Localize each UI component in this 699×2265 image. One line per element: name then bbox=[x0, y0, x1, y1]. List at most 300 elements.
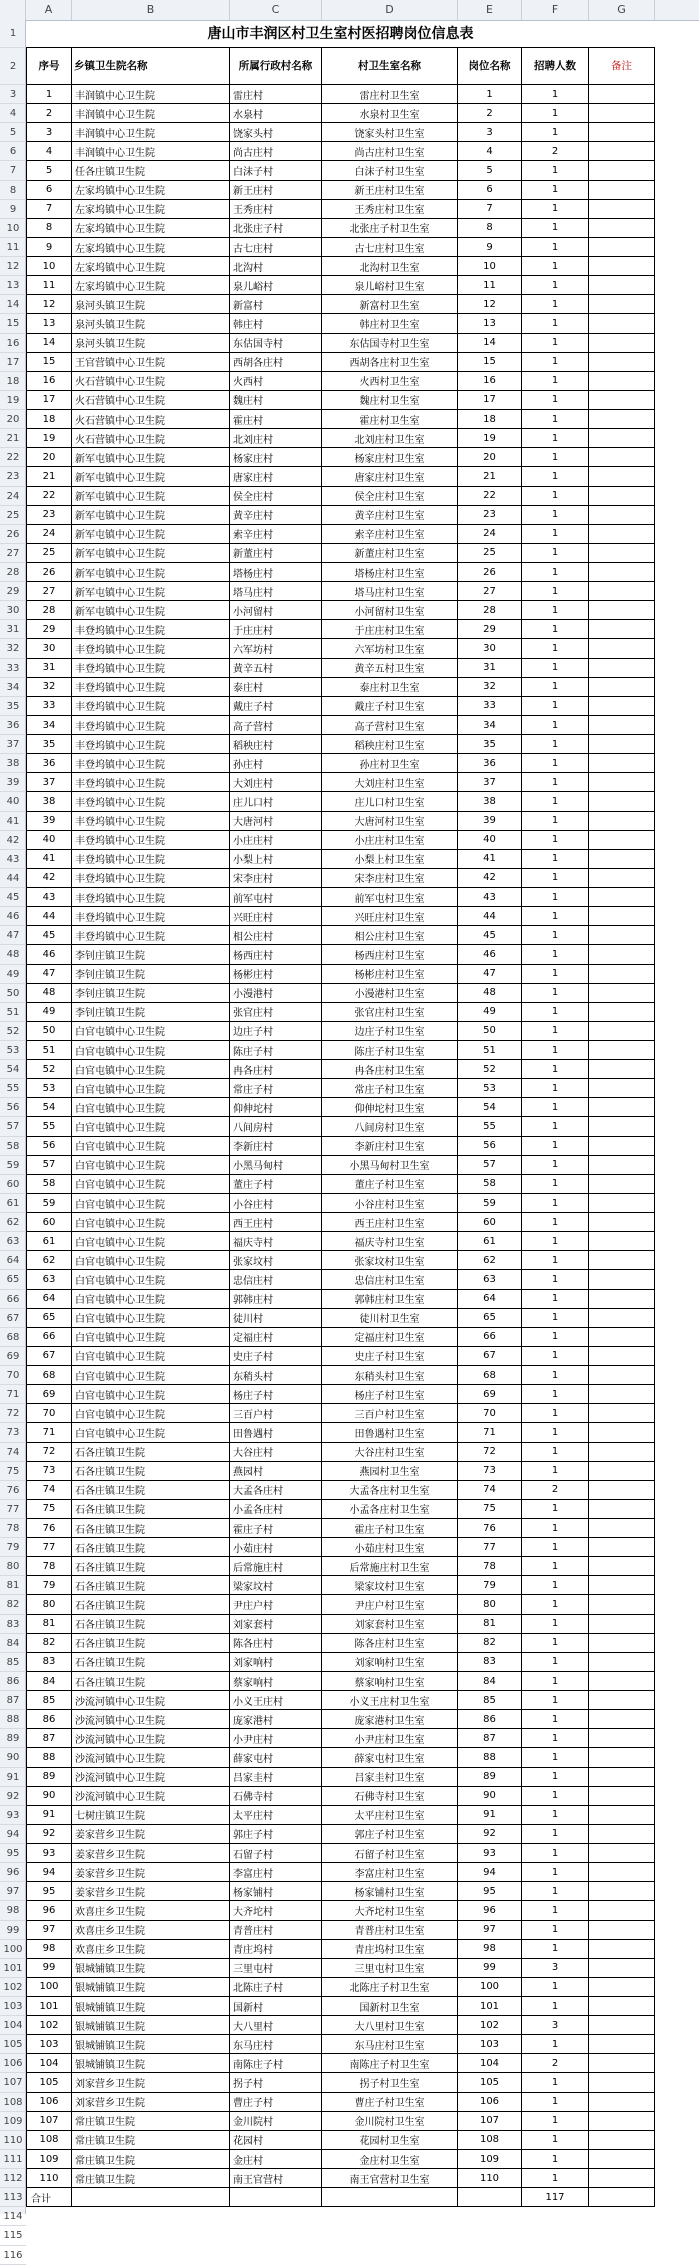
cell-station[interactable]: 梁家坟村卫生室 bbox=[322, 1576, 458, 1594]
cell-clinic[interactable]: 银城铺镇卫生院 bbox=[72, 1959, 230, 1977]
cell-clinic[interactable]: 石各庄镇卫生院 bbox=[72, 1615, 230, 1633]
cell-clinic[interactable]: 丰登坞镇中心卫生院 bbox=[72, 754, 230, 772]
row-number[interactable]: 48 bbox=[0, 945, 26, 964]
cell-village[interactable]: 杨庄子村 bbox=[230, 1385, 322, 1403]
cell-village[interactable]: 仰伸坨村 bbox=[230, 1098, 322, 1116]
cell-post[interactable]: 68 bbox=[458, 1366, 522, 1384]
column-header-f[interactable]: F bbox=[522, 0, 589, 20]
cell-village[interactable]: 西胡各庄村 bbox=[230, 353, 322, 371]
row-number[interactable]: 69 bbox=[0, 1347, 26, 1366]
cell-count[interactable]: 1 bbox=[522, 888, 589, 906]
table-row[interactable] bbox=[26, 1098, 655, 1117]
cell-count[interactable]: 1 bbox=[522, 448, 589, 466]
row-number[interactable]: 59 bbox=[0, 1156, 26, 1175]
table-row[interactable] bbox=[26, 1863, 655, 1882]
cell-clinic[interactable]: 新军屯镇中心卫生院 bbox=[72, 448, 230, 466]
table-row[interactable] bbox=[26, 601, 655, 620]
cell-station[interactable]: 孙庄村卫生室 bbox=[322, 754, 458, 772]
cell-village[interactable]: 三百户村 bbox=[230, 1404, 322, 1422]
table-row[interactable] bbox=[26, 525, 655, 544]
row-number[interactable]: 23 bbox=[0, 467, 26, 486]
row-number[interactable]: 17 bbox=[0, 353, 26, 372]
cell-seq[interactable]: 30 bbox=[26, 639, 72, 657]
table-row[interactable] bbox=[26, 1003, 655, 1022]
row-number[interactable]: 85 bbox=[0, 1653, 26, 1672]
cell-seq[interactable]: 89 bbox=[26, 1768, 72, 1786]
table-row[interactable] bbox=[26, 1175, 655, 1194]
cell-post[interactable]: 49 bbox=[458, 1003, 522, 1021]
cell-count[interactable]: 1 bbox=[522, 161, 589, 179]
cell-station[interactable]: 福庆寺村卫生室 bbox=[322, 1232, 458, 1250]
cell-clinic[interactable]: 刘家营乡卫生院 bbox=[72, 2073, 230, 2091]
cell-count[interactable]: 1 bbox=[522, 295, 589, 313]
cell-remark[interactable] bbox=[589, 1729, 655, 1747]
row-number[interactable]: 68 bbox=[0, 1328, 26, 1347]
cell-clinic[interactable]: 银城铺镇卫生院 bbox=[72, 1978, 230, 1996]
cell-seq[interactable]: 10 bbox=[26, 257, 72, 275]
cell-seq[interactable]: 81 bbox=[26, 1615, 72, 1633]
cell-post[interactable]: 85 bbox=[458, 1691, 522, 1709]
cell-count[interactable]: 1 bbox=[522, 467, 589, 485]
cell-clinic[interactable]: 丰登坞镇中心卫生院 bbox=[72, 735, 230, 753]
table-row[interactable] bbox=[26, 1079, 655, 1098]
cell-count[interactable]: 1 bbox=[522, 1098, 589, 1116]
row-number[interactable]: 82 bbox=[0, 1595, 26, 1614]
row-number[interactable]: 75 bbox=[0, 1462, 26, 1481]
cell-seq[interactable]: 8 bbox=[26, 219, 72, 237]
cell-station[interactable]: 大孟各庄村卫生室 bbox=[322, 1481, 458, 1499]
cell-remark[interactable] bbox=[589, 238, 655, 256]
cell-seq[interactable]: 47 bbox=[26, 965, 72, 983]
cell-village[interactable]: 于庄庄村 bbox=[230, 620, 322, 638]
cell-count[interactable]: 1 bbox=[522, 1519, 589, 1537]
cell-count[interactable]: 1 bbox=[522, 1137, 589, 1155]
cell-count[interactable]: 1 bbox=[522, 2112, 589, 2130]
row-number[interactable]: 64 bbox=[0, 1251, 26, 1270]
cell-count[interactable]: 1 bbox=[522, 907, 589, 925]
cell-remark[interactable] bbox=[589, 850, 655, 868]
cell-village[interactable]: 杨家铺村 bbox=[230, 1882, 322, 1900]
cell-clinic[interactable]: 白官屯镇中心卫生院 bbox=[72, 1232, 230, 1250]
cell-post[interactable]: 43 bbox=[458, 888, 522, 906]
cell-count[interactable]: 1 bbox=[522, 869, 589, 887]
cell-clinic[interactable]: 常庄镇卫生院 bbox=[72, 2112, 230, 2130]
cell-seq[interactable]: 80 bbox=[26, 1595, 72, 1613]
table-row[interactable] bbox=[26, 181, 655, 200]
table-row[interactable] bbox=[26, 506, 655, 525]
cell-remark[interactable] bbox=[589, 1060, 655, 1078]
cell-post[interactable]: 64 bbox=[458, 1290, 522, 1308]
row-number[interactable]: 29 bbox=[0, 582, 26, 601]
cell-seq[interactable]: 6 bbox=[26, 181, 72, 199]
cell-clinic[interactable]: 白官屯镇中心卫生院 bbox=[72, 1156, 230, 1174]
total-empty-cell[interactable] bbox=[230, 2188, 322, 2206]
cell-count[interactable]: 1 bbox=[522, 1576, 589, 1594]
cell-count[interactable]: 1 bbox=[522, 1997, 589, 2015]
cell-clinic[interactable]: 白官屯镇中心卫生院 bbox=[72, 1328, 230, 1346]
cell-remark[interactable] bbox=[589, 926, 655, 944]
cell-count[interactable]: 1 bbox=[522, 2073, 589, 2091]
cell-count[interactable]: 1 bbox=[522, 1213, 589, 1231]
cell-seq[interactable]: 9 bbox=[26, 238, 72, 256]
cell-station[interactable]: 水泉村卫生室 bbox=[322, 104, 458, 122]
table-row[interactable] bbox=[26, 1366, 655, 1385]
cell-station[interactable]: 韩庄村卫生室 bbox=[322, 314, 458, 332]
cell-remark[interactable] bbox=[589, 1748, 655, 1766]
cell-count[interactable]: 1 bbox=[522, 1634, 589, 1652]
cell-post[interactable]: 51 bbox=[458, 1041, 522, 1059]
header-remark[interactable]: 备注 bbox=[589, 48, 655, 85]
row-number[interactable]: 79 bbox=[0, 1538, 26, 1557]
row-number[interactable]: 116 bbox=[0, 2246, 26, 2265]
cell-station[interactable]: 燕园村卫生室 bbox=[322, 1462, 458, 1480]
row-number[interactable]: 2 bbox=[0, 48, 26, 85]
row-number[interactable]: 33 bbox=[0, 659, 26, 678]
cell-village[interactable]: 小河留村 bbox=[230, 601, 322, 619]
cell-seq[interactable]: 67 bbox=[26, 1347, 72, 1365]
cell-station[interactable]: 北刘庄村卫生室 bbox=[322, 429, 458, 447]
cell-clinic[interactable]: 白官屯镇中心卫生院 bbox=[72, 1098, 230, 1116]
row-number[interactable]: 97 bbox=[0, 1882, 26, 1901]
cell-clinic[interactable]: 白官屯镇中心卫生院 bbox=[72, 1060, 230, 1078]
cell-count[interactable]: 1 bbox=[522, 487, 589, 505]
table-row[interactable] bbox=[26, 1232, 655, 1251]
total-row[interactable] bbox=[26, 2188, 655, 2207]
cell-post[interactable]: 65 bbox=[458, 1309, 522, 1327]
cell-count[interactable]: 1 bbox=[522, 1462, 589, 1480]
cell-post[interactable]: 44 bbox=[458, 907, 522, 925]
cell-station[interactable]: 陈庄子村卫生室 bbox=[322, 1041, 458, 1059]
cell-seq[interactable]: 14 bbox=[26, 334, 72, 352]
cell-village[interactable]: 北张庄子村 bbox=[230, 219, 322, 237]
cell-remark[interactable] bbox=[589, 831, 655, 849]
cell-station[interactable]: 边庄子村卫生室 bbox=[322, 1022, 458, 1040]
row-number[interactable]: 76 bbox=[0, 1481, 26, 1500]
table-row[interactable] bbox=[26, 85, 655, 104]
cell-remark[interactable] bbox=[589, 314, 655, 332]
cell-clinic[interactable]: 姜家营乡卫生院 bbox=[72, 1844, 230, 1862]
cell-clinic[interactable]: 丰登坞镇中心卫生院 bbox=[72, 678, 230, 696]
cell-village[interactable]: 火西村 bbox=[230, 372, 322, 390]
cell-village[interactable]: 兴旺庄村 bbox=[230, 907, 322, 925]
cell-village[interactable]: 黄辛庄村 bbox=[230, 506, 322, 524]
row-number[interactable]: 22 bbox=[0, 448, 26, 467]
cell-count[interactable]: 1 bbox=[522, 1270, 589, 1288]
cell-station[interactable]: 北陈庄子村卫生室 bbox=[322, 1978, 458, 1996]
table-row[interactable] bbox=[26, 1729, 655, 1748]
cell-village[interactable]: 张官庄村 bbox=[230, 1003, 322, 1021]
cell-clinic[interactable]: 新军屯镇中心卫生院 bbox=[72, 525, 230, 543]
column-header-e[interactable]: E bbox=[458, 0, 522, 20]
table-row[interactable] bbox=[26, 1385, 655, 1404]
cell-post[interactable]: 57 bbox=[458, 1156, 522, 1174]
table-row[interactable] bbox=[26, 1940, 655, 1959]
cell-remark[interactable] bbox=[589, 1825, 655, 1843]
cell-station[interactable]: 黄辛庄村卫生室 bbox=[322, 506, 458, 524]
cell-post[interactable]: 61 bbox=[458, 1232, 522, 1250]
cell-clinic[interactable]: 石各庄镇卫生院 bbox=[72, 1481, 230, 1499]
cell-remark[interactable] bbox=[589, 888, 655, 906]
row-number[interactable]: 102 bbox=[0, 1978, 26, 1997]
cell-village[interactable]: 刘家响村 bbox=[230, 1653, 322, 1671]
table-row[interactable] bbox=[26, 1137, 655, 1156]
cell-station[interactable]: 魏庄村卫生室 bbox=[322, 391, 458, 409]
cell-count[interactable]: 1 bbox=[522, 1901, 589, 1919]
cell-remark[interactable] bbox=[589, 1519, 655, 1537]
cell-remark[interactable] bbox=[589, 1672, 655, 1690]
cell-post[interactable]: 101 bbox=[458, 1997, 522, 2015]
cell-clinic[interactable]: 姜家营乡卫生院 bbox=[72, 1863, 230, 1881]
cell-post[interactable]: 109 bbox=[458, 2150, 522, 2168]
cell-remark[interactable] bbox=[589, 276, 655, 294]
cell-post[interactable]: 25 bbox=[458, 544, 522, 562]
cell-seq[interactable]: 15 bbox=[26, 353, 72, 371]
cell-clinic[interactable]: 左家坞镇中心卫生院 bbox=[72, 219, 230, 237]
cell-village[interactable]: 南陈庄子村 bbox=[230, 2054, 322, 2072]
cell-station[interactable]: 饶家头村卫生室 bbox=[322, 123, 458, 141]
cell-post[interactable]: 105 bbox=[458, 2073, 522, 2091]
cell-count[interactable]: 1 bbox=[522, 1041, 589, 1059]
table-row[interactable] bbox=[26, 945, 655, 964]
cell-station[interactable]: 尚古庄村卫生室 bbox=[322, 142, 458, 160]
cell-remark[interactable] bbox=[589, 1557, 655, 1575]
cell-seq[interactable]: 102 bbox=[26, 2016, 72, 2034]
cell-station[interactable]: 青庄坞村卫生室 bbox=[322, 1940, 458, 1958]
cell-post[interactable]: 54 bbox=[458, 1098, 522, 1116]
cell-post[interactable]: 58 bbox=[458, 1175, 522, 1193]
cell-village[interactable]: 陈庄子村 bbox=[230, 1041, 322, 1059]
cell-remark[interactable] bbox=[589, 525, 655, 543]
cell-station[interactable]: 忠信庄村卫生室 bbox=[322, 1270, 458, 1288]
cell-station[interactable]: 花园村卫生室 bbox=[322, 2131, 458, 2149]
table-row[interactable] bbox=[26, 1156, 655, 1175]
cell-post[interactable]: 93 bbox=[458, 1844, 522, 1862]
cell-clinic[interactable]: 丰登坞镇中心卫生院 bbox=[72, 697, 230, 715]
cell-post[interactable]: 74 bbox=[458, 1481, 522, 1499]
cell-village[interactable]: 尹庄户村 bbox=[230, 1595, 322, 1613]
table-row[interactable] bbox=[26, 276, 655, 295]
table-row[interactable] bbox=[26, 142, 655, 161]
cell-count[interactable]: 1 bbox=[522, 678, 589, 696]
cell-clinic[interactable]: 欢喜庄乡卫生院 bbox=[72, 1901, 230, 1919]
cell-station[interactable]: 泰庄村卫生室 bbox=[322, 678, 458, 696]
cell-count[interactable]: 1 bbox=[522, 1729, 589, 1747]
cell-village[interactable]: 大刘庄村 bbox=[230, 773, 322, 791]
cell-village[interactable]: 霍庄村 bbox=[230, 410, 322, 428]
cell-seq[interactable]: 69 bbox=[26, 1385, 72, 1403]
cell-village[interactable]: 北沟村 bbox=[230, 257, 322, 275]
cell-count[interactable]: 1 bbox=[522, 200, 589, 218]
row-number[interactable]: 103 bbox=[0, 1997, 26, 2016]
cell-station[interactable]: 古七庄村卫生室 bbox=[322, 238, 458, 256]
cell-count[interactable]: 1 bbox=[522, 1366, 589, 1384]
row-number[interactable]: 110 bbox=[0, 2131, 26, 2150]
table-row[interactable] bbox=[26, 1309, 655, 1328]
cell-clinic[interactable]: 白官屯镇中心卫生院 bbox=[72, 1022, 230, 1040]
row-number[interactable]: 101 bbox=[0, 1959, 26, 1978]
cell-seq[interactable]: 76 bbox=[26, 1519, 72, 1537]
cell-station[interactable]: 郭韩庄村卫生室 bbox=[322, 1290, 458, 1308]
cell-post[interactable]: 33 bbox=[458, 697, 522, 715]
cell-post[interactable]: 56 bbox=[458, 1137, 522, 1155]
cell-seq[interactable]: 62 bbox=[26, 1251, 72, 1269]
cell-seq[interactable]: 25 bbox=[26, 544, 72, 562]
row-number[interactable]: 80 bbox=[0, 1557, 26, 1576]
cell-count[interactable]: 1 bbox=[522, 1347, 589, 1365]
cell-post[interactable]: 12 bbox=[458, 295, 522, 313]
cell-post[interactable]: 55 bbox=[458, 1117, 522, 1135]
cell-remark[interactable] bbox=[589, 1538, 655, 1556]
cell-clinic[interactable]: 泉河头镇卫生院 bbox=[72, 334, 230, 352]
cell-count[interactable]: 1 bbox=[522, 2150, 589, 2168]
cell-post[interactable]: 40 bbox=[458, 831, 522, 849]
row-number[interactable]: 84 bbox=[0, 1634, 26, 1653]
cell-count[interactable]: 1 bbox=[522, 1232, 589, 1250]
cell-clinic[interactable]: 常庄镇卫生院 bbox=[72, 2150, 230, 2168]
cell-count[interactable]: 1 bbox=[522, 2093, 589, 2111]
total-value[interactable]: 117 bbox=[522, 2188, 589, 2206]
cell-clinic[interactable]: 白官屯镇中心卫生院 bbox=[72, 1194, 230, 1212]
cell-post[interactable]: 38 bbox=[458, 792, 522, 810]
cell-post[interactable]: 35 bbox=[458, 735, 522, 753]
cell-count[interactable]: 1 bbox=[522, 429, 589, 447]
cell-count[interactable]: 1 bbox=[522, 1194, 589, 1212]
cell-post[interactable]: 18 bbox=[458, 410, 522, 428]
cell-village[interactable]: 饶家头村 bbox=[230, 123, 322, 141]
cell-village[interactable]: 边庄子村 bbox=[230, 1022, 322, 1040]
cell-count[interactable]: 1 bbox=[522, 506, 589, 524]
cell-station[interactable]: 三百户村卫生室 bbox=[322, 1404, 458, 1422]
total-remark-cell[interactable] bbox=[589, 2188, 655, 2206]
row-number[interactable]: 57 bbox=[0, 1117, 26, 1136]
cell-clinic[interactable]: 白官屯镇中心卫生院 bbox=[72, 1347, 230, 1365]
cell-remark[interactable] bbox=[589, 1615, 655, 1633]
cell-village[interactable]: 大孟各庄村 bbox=[230, 1481, 322, 1499]
cell-remark[interactable] bbox=[589, 1768, 655, 1786]
row-number[interactable]: 15 bbox=[0, 314, 26, 333]
cell-village[interactable]: 塔马庄村 bbox=[230, 582, 322, 600]
cell-clinic[interactable]: 左家坞镇中心卫生院 bbox=[72, 276, 230, 294]
cell-station[interactable]: 西胡各庄村卫生室 bbox=[322, 353, 458, 371]
cell-clinic[interactable]: 姜家营乡卫生院 bbox=[72, 1882, 230, 1900]
cell-village[interactable]: 小茹庄村 bbox=[230, 1538, 322, 1556]
cell-count[interactable]: 1 bbox=[522, 812, 589, 830]
cell-village[interactable]: 六军坊村 bbox=[230, 639, 322, 657]
cell-remark[interactable] bbox=[589, 257, 655, 275]
cell-post[interactable]: 69 bbox=[458, 1385, 522, 1403]
table-row[interactable] bbox=[26, 1519, 655, 1538]
cell-village[interactable]: 金川院村 bbox=[230, 2112, 322, 2130]
cell-remark[interactable] bbox=[589, 1595, 655, 1613]
cell-village[interactable]: 蔡家响村 bbox=[230, 1672, 322, 1690]
row-number[interactable]: 7 bbox=[0, 161, 26, 180]
cell-seq[interactable]: 93 bbox=[26, 1844, 72, 1862]
table-row[interactable] bbox=[26, 1672, 655, 1691]
cell-seq[interactable]: 21 bbox=[26, 467, 72, 485]
cell-remark[interactable] bbox=[589, 334, 655, 352]
cell-station[interactable]: 小谷庄村卫生室 bbox=[322, 1194, 458, 1212]
cell-station[interactable]: 石佛寺村卫生室 bbox=[322, 1787, 458, 1805]
row-number[interactable]: 56 bbox=[0, 1098, 26, 1117]
cell-clinic[interactable]: 石各庄镇卫生院 bbox=[72, 1443, 230, 1461]
cell-village[interactable]: 孙庄村 bbox=[230, 754, 322, 772]
cell-count[interactable]: 1 bbox=[522, 1328, 589, 1346]
cell-village[interactable]: 徒川村 bbox=[230, 1309, 322, 1327]
cell-count[interactable]: 1 bbox=[522, 410, 589, 428]
cell-village[interactable]: 大谷庄村 bbox=[230, 1443, 322, 1461]
cell-count[interactable]: 1 bbox=[522, 2131, 589, 2149]
cell-village[interactable]: 唐家庄村 bbox=[230, 467, 322, 485]
cell-station[interactable]: 兴旺庄村卫生室 bbox=[322, 907, 458, 925]
cell-post[interactable]: 15 bbox=[458, 353, 522, 371]
row-number[interactable]: 90 bbox=[0, 1748, 26, 1767]
cell-count[interactable]: 1 bbox=[522, 831, 589, 849]
cell-count[interactable]: 1 bbox=[522, 1175, 589, 1193]
cell-clinic[interactable]: 七树庄镇卫生院 bbox=[72, 1806, 230, 1824]
cell-count[interactable]: 1 bbox=[522, 1251, 589, 1269]
table-row[interactable] bbox=[26, 1041, 655, 1060]
table-row[interactable] bbox=[26, 1710, 655, 1729]
cell-post[interactable]: 108 bbox=[458, 2131, 522, 2149]
cell-village[interactable]: 古七庄村 bbox=[230, 238, 322, 256]
table-row[interactable] bbox=[26, 1653, 655, 1672]
cell-village[interactable]: 青庄坞村 bbox=[230, 1940, 322, 1958]
table-row[interactable] bbox=[26, 429, 655, 448]
row-number[interactable]: 26 bbox=[0, 525, 26, 544]
row-number[interactable]: 50 bbox=[0, 984, 26, 1003]
cell-village[interactable]: 韩庄村 bbox=[230, 314, 322, 332]
cell-post[interactable]: 16 bbox=[458, 372, 522, 390]
cell-station[interactable]: 新富村卫生室 bbox=[322, 295, 458, 313]
cell-station[interactable]: 冉各庄村卫生室 bbox=[322, 1060, 458, 1078]
cell-clinic[interactable]: 石各庄镇卫生院 bbox=[72, 1653, 230, 1671]
row-number[interactable]: 16 bbox=[0, 334, 26, 353]
cell-seq[interactable]: 27 bbox=[26, 582, 72, 600]
cell-post[interactable]: 1 bbox=[458, 85, 522, 103]
cell-clinic[interactable]: 银城铺镇卫生院 bbox=[72, 2016, 230, 2034]
table-row[interactable] bbox=[26, 1443, 655, 1462]
cell-village[interactable]: 田鲁遇村 bbox=[230, 1423, 322, 1441]
cell-seq[interactable]: 49 bbox=[26, 1003, 72, 1021]
cell-seq[interactable]: 22 bbox=[26, 487, 72, 505]
header-seq[interactable]: 序号 bbox=[26, 48, 72, 85]
cell-clinic[interactable]: 银城铺镇卫生院 bbox=[72, 1997, 230, 2015]
cell-seq[interactable]: 106 bbox=[26, 2093, 72, 2111]
cell-post[interactable]: 21 bbox=[458, 467, 522, 485]
cell-clinic[interactable]: 新军屯镇中心卫生院 bbox=[72, 544, 230, 562]
cell-count[interactable]: 1 bbox=[522, 735, 589, 753]
table-row[interactable] bbox=[26, 1022, 655, 1041]
cell-post[interactable]: 45 bbox=[458, 926, 522, 944]
row-number[interactable]: 105 bbox=[0, 2035, 26, 2054]
cell-clinic[interactable]: 新军屯镇中心卫生院 bbox=[72, 582, 230, 600]
cell-clinic[interactable]: 丰登坞镇中心卫生院 bbox=[72, 659, 230, 677]
cell-count[interactable]: 1 bbox=[522, 1806, 589, 1824]
table-row[interactable] bbox=[26, 1634, 655, 1653]
cell-village[interactable]: 庄儿口村 bbox=[230, 792, 322, 810]
row-number[interactable]: 3 bbox=[0, 85, 26, 104]
row-number[interactable]: 67 bbox=[0, 1309, 26, 1328]
cell-count[interactable]: 1 bbox=[522, 1863, 589, 1881]
cell-station[interactable]: 三里屯村卫生室 bbox=[322, 1959, 458, 1977]
cell-seq[interactable]: 74 bbox=[26, 1481, 72, 1499]
cell-seq[interactable]: 33 bbox=[26, 697, 72, 715]
cell-post[interactable]: 103 bbox=[458, 2035, 522, 2053]
cell-count[interactable]: 1 bbox=[522, 314, 589, 332]
cell-count[interactable]: 1 bbox=[522, 639, 589, 657]
row-number[interactable]: 6 bbox=[0, 142, 26, 161]
cell-count[interactable]: 1 bbox=[522, 276, 589, 294]
